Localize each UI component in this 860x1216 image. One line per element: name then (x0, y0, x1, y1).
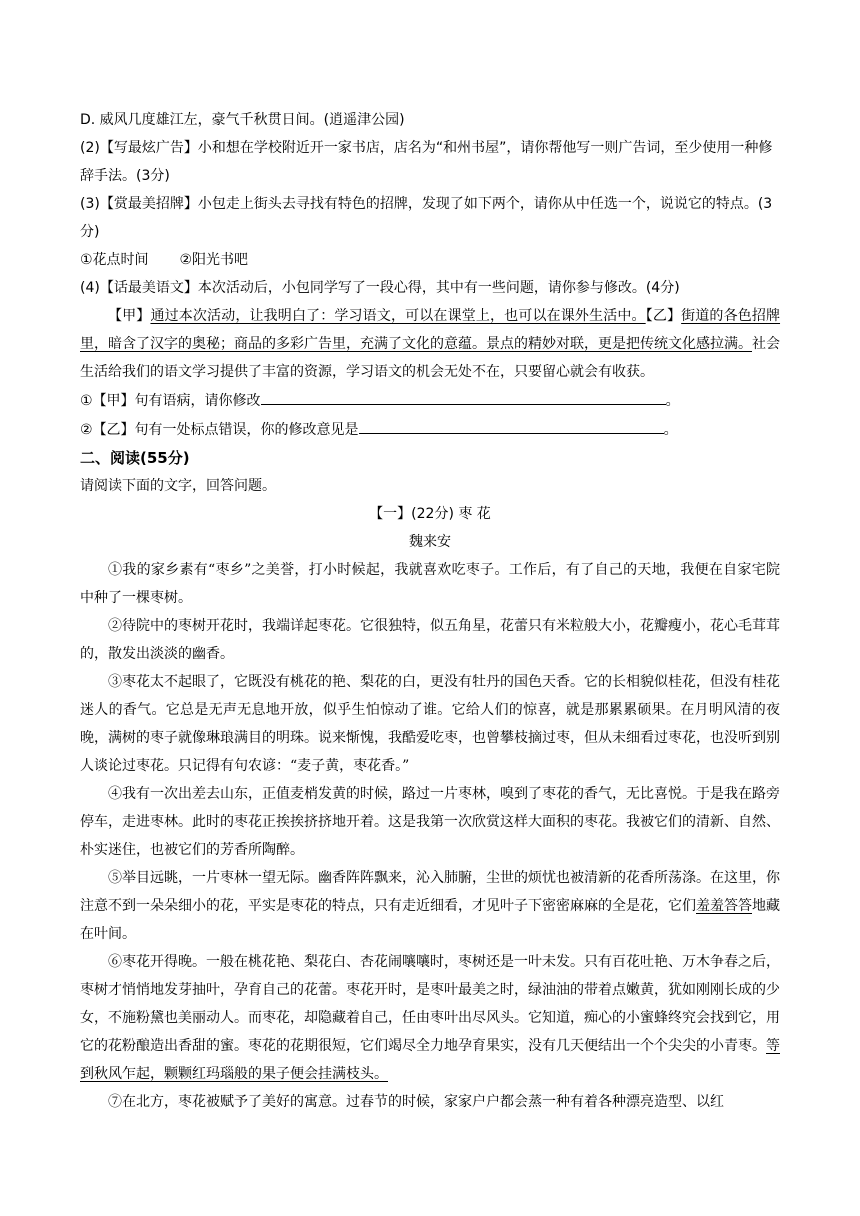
q4-tag-b: 【乙】 (645, 308, 682, 324)
q4-sub1 (80, 386, 780, 415)
q1-option-d: D. 威风几度雄江左，豪气千秋贯日间。(逍遥津公园) (80, 112, 405, 128)
q4-passage (80, 302, 780, 386)
article-paragraph-6 (80, 948, 780, 1088)
article-paragraph-5-text-end: 地藏在叶间。 (80, 898, 780, 942)
article-author: 魏来安 (409, 534, 451, 550)
q2-text: 小和想在学校附近开一家书店，店名为“和州书屋”，请你帮他写一则广告词，至少使用一种修辞手法。(3分) (80, 140, 773, 184)
q3-option-1: ①花点时间 (80, 252, 149, 268)
q4-sub1-answer-blank[interactable] (261, 386, 666, 405)
q3-option-2: ②阳光书吧 (179, 252, 249, 268)
q4-sub2-end: 。 (663, 422, 678, 438)
q3-label: (3)【赏最美招牌】 (80, 196, 198, 212)
q3-block (80, 190, 780, 246)
article-paragraph-5 (80, 864, 780, 948)
q2-block (80, 134, 780, 190)
article-paragraph-4: ④我有一次出差去山东，正值麦梢发黄的时候，路过一片枣林，嗅到了枣花的香气，无比喜悦。于是我在路旁停车，走进枣林。此时的枣花正挨挨挤挤地开着。这是我第一次欣赏这样大面积的枣花。我被它们的清新、自然、朴实迷住，也被它们的芳香所陶醉。 (80, 786, 780, 858)
q4-label: (4)【话最美语文】 (80, 280, 198, 296)
q4-text: 本次活动后，小包同学写了一段心得，其中有一些问题，请你参与修改。(4分) (197, 280, 680, 296)
article-paragraph-1: ①我的家乡素有“枣乡”之美誉，打小时候起，我就喜欢吃枣子。工作后，有了自己的天地，我便在自家宅院中种了一棵枣树。 (80, 562, 780, 606)
q4-sub1-label: ①【甲】句有语病，请你修改 (80, 393, 261, 409)
q3-text: 小包走上街头去寻找有特色的招牌，发现了如下两个，请你从中任选一个，说说它的特点。(3分) (80, 196, 773, 240)
article-paragraph-7: ⑦在北方，枣花被赋予了美好的寓意。过春节的时候，家家户户都会蒸一种有着各种漂亮造型、以红 (108, 1094, 724, 1110)
article-paragraph-5-underlined-word: 羞羞答答 (696, 898, 752, 914)
document-page (80, 106, 780, 1116)
article-paragraph-2: ②待院中的枣树开花时，我端详起枣花。它很独特，似五角星，花蕾只有米粒般大小，花瓣瘦小，花心毛茸茸的，散发出淡淡的幽香。 (80, 618, 780, 662)
q4-block (80, 274, 780, 302)
article-paragraph-6-text: ⑥枣花开得晚。一般在桃花艳、梨花白、杏花闹嚷嚷时，枣树还是一叶未发。只有百花吐艳、万木争春之后，枣树才悄悄地发芽抽叶，孕育自己的花蕾。枣花开时，是枣叶最美之时，绿油油的带着点嫩黄，犹如刚刚长成的少女，不施粉黛也美丽动人。而枣花，却隐藏着自己，任由枣叶出尽风头。它知道，痴心的小蜜蜂终究会找到它，用它的花粉酿造出香甜的蜜。枣花的花期很短，它们竭尽全力地孕育果实，没有几天便结出一个个尖尖的小青枣。 (80, 954, 780, 1054)
section-2-instruction: 请阅读下面的文字，回答问题。 (80, 478, 276, 494)
q4-sub2-answer-blank[interactable] (359, 415, 664, 434)
article-title: 【一】(22分) 枣 花 (369, 506, 491, 522)
q4-passage-rest: 社会生活给我们的语文学习提供了丰富的资源，学习语文的机会无处不在，只要留心就会有收获。 (80, 336, 780, 380)
q2-label: (2)【写最炫广告】 (80, 140, 198, 156)
q4-tag-a: 【甲】 (108, 308, 151, 324)
q4-sentence-a: 通过本次活动，让我明白了：学习语文，可以在课堂上，也可以在课外生活中。 (150, 308, 646, 324)
q3-options (80, 246, 780, 274)
q4-sub1-end: 。 (665, 393, 680, 409)
q4-sub2 (80, 415, 780, 444)
section-2-title: 二、阅读(55分) (80, 449, 190, 467)
q4-sub2-label: ②【乙】句有一处标点错误，你的修改意见是 (80, 422, 359, 438)
article-paragraph-5-text: ⑤举目远眺，一片枣林一望无际。幽香阵阵飘来，沁入肺腑，尘世的烦忧也被清新的花香所荡涤。在这里，你注意不到一朵朵细小的花，平实是枣花的特点，只有走近细看，才见叶子下密密麻麻的全是花，它们 (80, 870, 780, 914)
article-paragraph-6-underlined: 等到秋风乍起，颗颗红玛瑙般的果子便会挂满枝头。 (80, 1038, 780, 1082)
article-paragraph-3: ③枣花太不起眼了，它既没有桃花的艳、梨花的白，更没有牡丹的国色天香。它的长相貌似桂花，但没有桂花迷人的香气。它总是无声无息地开放，似乎生怕惊动了谁。它给人们的惊喜，就是那累累硕果。在月明风清的夜晚，满树的枣子就像琳琅满目的明珠。说来惭愧，我酷爱吃枣，也曾攀枝摘过枣，但从未细看过枣花，也没听到别人谈论过枣花。只记得有句农谚：“麦子黄，枣花香。” (80, 674, 780, 774)
q4-sentence-b: 街道的各色招牌里，暗含了汉字的奥秘；商品的多彩广告里，充满了文化的意蕴。景点的精妙对联，更是把传统文化感拉满。 (80, 308, 781, 352)
